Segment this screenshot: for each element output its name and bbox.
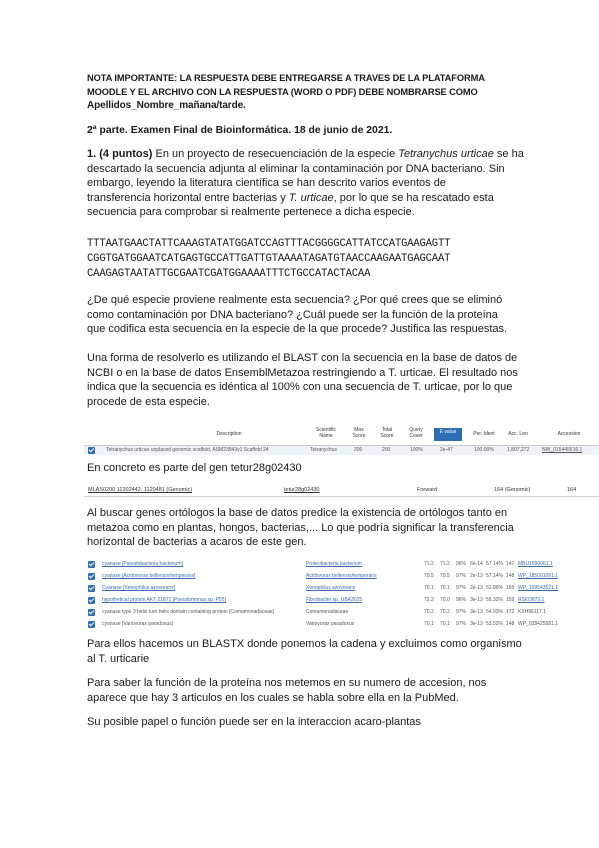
cell-accession[interactable]: RSI03870.1 bbox=[518, 597, 545, 603]
cell-cover: 96% bbox=[456, 561, 467, 567]
cell-organism[interactable]: Xenophilus azovorans bbox=[306, 585, 356, 591]
gene-link[interactable]: tetur28g02430 bbox=[284, 487, 320, 493]
cell-len: 148 bbox=[506, 573, 515, 579]
cell-len: 148 bbox=[506, 621, 515, 627]
row-checkbox[interactable] bbox=[88, 573, 95, 580]
gene-value: 164 bbox=[567, 487, 577, 493]
question-text: embargo, leyendo la literatura científica se han descrito varios eventos de bbox=[87, 177, 446, 190]
species-name: T. urticae bbox=[288, 191, 334, 204]
gene-length: 164 (Genomic) bbox=[494, 487, 531, 493]
note-line-3: Apellidos_Nombre_mañana/tarde. bbox=[87, 100, 246, 111]
cell-accession[interactable]: KXH96117.1 bbox=[518, 609, 546, 615]
row-checkbox[interactable] bbox=[88, 561, 95, 568]
cell-total-score: 70.0 bbox=[440, 597, 450, 603]
cell-max-score: 70.2 bbox=[424, 609, 434, 615]
cell-description[interactable]: cyanase [Variovorax paradoxus] bbox=[102, 621, 174, 627]
text-line: NCBI o en la base de datos EnsemblMetazoa restringiendo a T. urticae. El resultado nos bbox=[87, 366, 518, 379]
cell-cover: 97% bbox=[456, 585, 467, 591]
ortholog-row[interactable] bbox=[84, 572, 599, 581]
cell-per-ident: 100.00% bbox=[474, 447, 494, 453]
answer-paragraph-2 bbox=[87, 506, 592, 550]
note-line-1: NOTA IMPORTANTE: LA RESPUESTA DEBE ENTREGARSE A TRAVES DE LA PLATAFORMA bbox=[87, 73, 485, 83]
text-line: Para saber la función de la proteína nos metemos en su numero de accesion, nos bbox=[87, 677, 487, 689]
gene-location-row bbox=[84, 486, 599, 497]
ortholog-row[interactable] bbox=[84, 560, 599, 569]
cell-len: 172 bbox=[506, 609, 515, 615]
blast-table-header bbox=[84, 425, 599, 446]
ortholog-row[interactable] bbox=[84, 620, 599, 629]
answer-paragraph-5: Su posible papel o función puede ser en la interaccion acaro-plantas bbox=[87, 716, 421, 728]
cell-e-value: 6e-14 bbox=[470, 561, 483, 567]
col-scientific-name[interactable]: Scientific Name bbox=[315, 427, 336, 439]
question-1 bbox=[87, 147, 587, 220]
species-name: Tetranychus urticae bbox=[398, 148, 494, 160]
blast-result-row[interactable] bbox=[84, 446, 599, 455]
question-text: En un proyecto de resecuenciación de la especie bbox=[152, 148, 399, 160]
cell-total-score: 70.1 bbox=[440, 621, 450, 627]
cell-total-score: 70.5 bbox=[440, 573, 450, 579]
cell-max-score: 70.1 bbox=[424, 621, 434, 627]
strand: Forward bbox=[417, 487, 438, 493]
question-text: transferencia horizontal entre bacterias y bbox=[87, 191, 289, 204]
cell-cover: 97% bbox=[456, 621, 467, 627]
cell-len: 159 bbox=[506, 597, 515, 603]
exam-title: 2ª parte. Examen Final de Bioinformática. 18 de junio de 2021. bbox=[87, 125, 393, 136]
cell-organism[interactable]: Fibrobacter sp. UBA3025 bbox=[306, 597, 363, 603]
cell-cover: 96% bbox=[456, 597, 467, 603]
cell-max-score: 200 bbox=[354, 447, 363, 453]
cell-ident: 57.14% bbox=[486, 573, 503, 579]
note-line-2: MOODLE Y EL ARCHIVO CON LA RESPUESTA (WORD O PDF) DEBE NOMBRARSE COMO bbox=[87, 87, 478, 97]
cell-total-score: 200 bbox=[382, 447, 391, 453]
col-acc-len[interactable]: Acc. Len bbox=[508, 431, 528, 437]
cell-e-value: 3e-13 bbox=[470, 609, 483, 615]
question-text: , por lo que se ha rescatado esta bbox=[333, 191, 494, 204]
cell-len: 156 bbox=[506, 585, 515, 591]
cell-description[interactable]: cyanase [Acidovorax bellensis/temperans] bbox=[102, 573, 196, 579]
cell-description[interactable]: Tetranychus urticae unplaced genomic scaffold, ASM23943v1 Scaffold 24 bbox=[106, 447, 269, 453]
sequence-line: TTTAATGAACTATTCAAAGTATATGGATCCAGTTTACGGGGCATTATCCATGAAGAGTT bbox=[87, 238, 451, 250]
question-text: secuencia para comprobar si realmente pertenece a dicha especie. bbox=[87, 206, 415, 219]
important-note bbox=[87, 71, 587, 113]
row-checkbox[interactable] bbox=[88, 621, 95, 628]
cell-total-score: 70.2 bbox=[440, 609, 450, 615]
cell-description[interactable]: hypothetical protein AKT 21871 [Pseudomonas sp. P55] bbox=[102, 597, 226, 603]
cell-len: 147 bbox=[506, 561, 515, 567]
ortholog-row[interactable] bbox=[84, 608, 599, 617]
sequence-line: CGGTGATGGAATCATGAGTGCCATTGATTGTAAAATAGATGTAACCAAGAATGAGCAAT bbox=[87, 253, 451, 265]
text-line: Una forma de resolverlo es utilizando el BLAST con la secuencia en la base de datos de bbox=[87, 352, 518, 364]
row-checkbox[interactable] bbox=[88, 585, 95, 592]
row-checkbox[interactable] bbox=[88, 447, 95, 454]
questions-paragraph bbox=[87, 293, 592, 337]
cell-accession[interactable]: WP_109543521.1 bbox=[518, 585, 559, 591]
cell-e-value: 2e-13 bbox=[470, 573, 483, 579]
cell-query-cover: 100% bbox=[410, 447, 423, 453]
row-checkbox[interactable] bbox=[88, 609, 95, 616]
cell-accession[interactable]: WP_185091091.1 bbox=[518, 573, 559, 579]
col-accession[interactable]: Accession bbox=[557, 431, 581, 437]
cell-cover: 97% bbox=[456, 609, 467, 615]
question-points: (4 puntos) bbox=[99, 148, 153, 160]
location-link[interactable]: MLAS0200 11202442..1120481 (Genomic) bbox=[88, 487, 193, 493]
text-line: Para ellos hacemos un BLASTX donde ponemos la cadena y excluimos como organismo bbox=[87, 638, 522, 650]
text-line: que codifica esta secuencia en la especie de la que procede? Justifica las respuestas. bbox=[87, 323, 508, 336]
cell-organism[interactable]: Acidovorax bellensis/temperans bbox=[306, 573, 377, 579]
cell-max-score: 70.1 bbox=[424, 585, 434, 591]
ortholog-row[interactable] bbox=[84, 584, 599, 593]
sequence-line: CAAGAGTAATATTGCGAATCGATGGAAAATTTCTGCCATACTACAA bbox=[87, 268, 371, 280]
cell-cover: 97% bbox=[456, 573, 467, 579]
question-number: 1. bbox=[87, 148, 97, 160]
ortholog-row[interactable] bbox=[84, 596, 599, 605]
dna-sequence bbox=[87, 237, 450, 282]
col-per-ident[interactable]: Per. Ident bbox=[473, 431, 495, 437]
cell-total-score: 70.1 bbox=[440, 585, 450, 591]
cell-ident: 54.93% bbox=[486, 609, 503, 615]
text-line: al T. urticarie bbox=[87, 652, 150, 665]
text-line: procede de esta especie. bbox=[87, 395, 210, 408]
row-checkbox[interactable] bbox=[88, 597, 95, 604]
text-line: aparece que hay 3 articulos en los cuales se habla sobre ella en la PubMed. bbox=[87, 691, 459, 704]
col-e-value[interactable]: E value bbox=[434, 428, 462, 441]
text-line: horizontal de bacterias a acaros de este gen. bbox=[87, 536, 307, 549]
question-text: se ha bbox=[493, 148, 524, 160]
cell-ident: 55.32% bbox=[486, 597, 503, 603]
cell-accession[interactable]: MBU1590061.1 bbox=[518, 561, 553, 567]
cell-scientific-name: Tetranychus bbox=[310, 447, 337, 453]
question-text: descartado la secuencia adjunta al eliminar la contaminación por DNA bacteriano. Sin bbox=[87, 162, 505, 175]
cell-ident: 57.14% bbox=[486, 561, 503, 567]
gene-statement: En concreto es parte del gen tetur28g02430 bbox=[87, 462, 302, 474]
cell-accession[interactable]: NW_015445516.1 bbox=[542, 447, 583, 453]
text-line: metazoa como en plantas, hongos, bacterias,... Lo que podría significar la transferencia bbox=[87, 521, 514, 534]
cell-ident: 52.86% bbox=[486, 585, 503, 591]
cell-organism[interactable]: Comamonadaceae bbox=[306, 609, 349, 615]
text-line: indica que la secuencia es idéntica al 100% con una secuencia de T. urticae, por lo que bbox=[87, 381, 513, 394]
text-line: como contaminación por DNA bacteriano? ¿Cuál puede ser la función de la proteína bbox=[87, 308, 498, 321]
cell-e-value: 3e-13 bbox=[470, 621, 483, 627]
cell-e-value: 3e-13 bbox=[470, 597, 483, 603]
col-total-score[interactable]: Total Score bbox=[380, 427, 394, 439]
cell-max-score: 72.2 bbox=[424, 597, 434, 603]
cell-e-value: 2e-47 bbox=[440, 447, 453, 453]
cell-max-score: 71.2 bbox=[424, 561, 434, 567]
answer-paragraph-1 bbox=[87, 351, 592, 409]
cell-ident: 53.52% bbox=[486, 621, 503, 627]
cell-acc-len: 1,807,272 bbox=[507, 447, 530, 453]
cell-total-score: 71.2 bbox=[440, 561, 450, 567]
cell-organism[interactable]: Proteobacteria bacterium bbox=[306, 561, 362, 567]
cell-max-score: 70.5 bbox=[424, 573, 434, 579]
text-line: Al buscar genes ortólogos la base de datos predice la existencia de ortólogos tanto en bbox=[87, 507, 508, 519]
cell-e-value: 2e-13 bbox=[470, 585, 483, 591]
col-query-cover[interactable]: Query Cover bbox=[409, 427, 423, 439]
cell-accession[interactable]: WP_028425581.1 bbox=[518, 621, 559, 627]
answer-paragraph-4 bbox=[87, 676, 592, 705]
cell-description[interactable]: cyanase [Pseudobacteria bacterium] bbox=[102, 561, 183, 567]
text-line: ¿De qué especie proviene realmente esta secuencia? ¿Por qué crees que se eliminó bbox=[87, 294, 503, 306]
cell-description[interactable]: Cyanase [Xenophilus azovorans] bbox=[102, 585, 176, 591]
cell-organism[interactable]: Variovorax paradoxus bbox=[306, 621, 355, 627]
answer-paragraph-3 bbox=[87, 637, 592, 666]
col-max-score[interactable]: Max Score bbox=[352, 427, 366, 439]
cell-description[interactable]: cyanase type 3 helix turn helix domain containing protein [Comamonadaceae] bbox=[102, 609, 275, 615]
col-description[interactable]: Description bbox=[216, 431, 242, 437]
